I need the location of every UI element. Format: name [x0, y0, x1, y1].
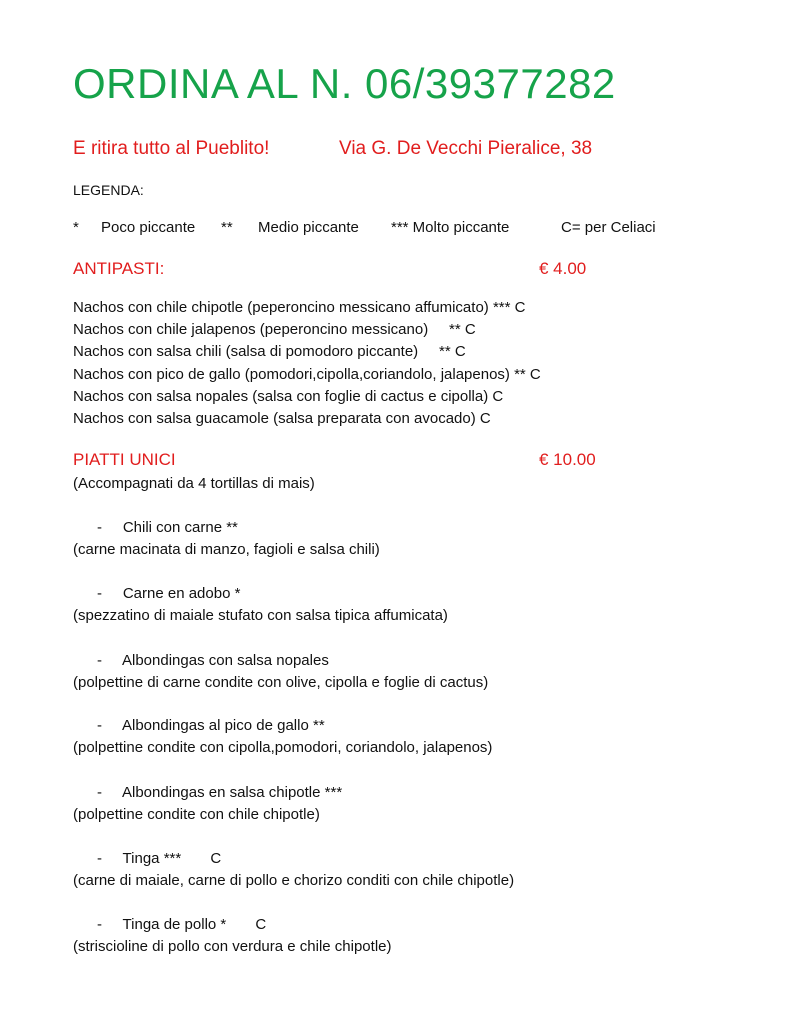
legend-label: LEGENDA:: [73, 182, 144, 198]
list-item: Nachos con chile chipotle (peperoncino messicano affumicato) *** C: [73, 299, 526, 316]
pickup-line: E ritira tutto al Pueblito!: [73, 138, 270, 159]
section-title-antipasti: ANTIPASTI:: [73, 259, 165, 278]
dish-name: - Tinga de pollo * C: [97, 916, 267, 933]
legend-text-2: Medio piccante: [258, 219, 359, 236]
dish-description: (polpettine condite con cipolla,pomodori, coriandolo, jalapenos): [73, 739, 493, 756]
legend-symbol-1: *: [73, 219, 79, 236]
dish-name: - Albondingas con salsa nopales: [97, 652, 329, 669]
list-item: Nachos con pico de gallo (pomodori,cipolla,coriandolo, jalapenos) ** C: [73, 366, 541, 383]
price-piatti: € 10.00: [539, 450, 596, 469]
address-line: Via G. De Vecchi Pieralice, 38: [339, 138, 593, 159]
list-item: Nachos con salsa chili (salsa di pomodoro piccante) ** C: [73, 343, 466, 360]
price-antipasti: € 4.00: [539, 259, 587, 278]
list-item: Nachos con chile jalapenos (peperoncino messicano) ** C: [73, 321, 476, 338]
section-title-piatti: PIATTI UNICI: [73, 450, 176, 469]
dish-description: (spezzatino di maiale stufato con salsa tipica affumicata): [73, 607, 448, 624]
dish-name: - Tinga *** C: [97, 850, 222, 867]
dish-description: (polpettine condite con chile chipotle): [73, 806, 320, 823]
section-note: (Accompagnati da 4 tortillas di mais): [73, 475, 315, 492]
legend-text-3: *** Molto piccante: [391, 219, 510, 236]
dish-description: (striscioline di pollo con verdura e chile chipotle): [73, 938, 392, 955]
legend-text-1: Poco piccante: [101, 219, 196, 236]
dish-description: (carne macinata di manzo, fagioli e salsa chili): [73, 541, 380, 558]
legend-symbol-2: **: [221, 219, 233, 236]
dish-name: - Chili con carne **: [97, 519, 238, 536]
dish-name: - Carne en adobo *: [97, 585, 241, 602]
dish-description: (carne di maiale, carne di pollo e chorizo conditi con chile chipotle): [73, 872, 515, 889]
legend-text-4: C= per Celiaci: [561, 219, 656, 236]
list-item: Nachos con salsa nopales (salsa con foglie di cactus e cipolla) C: [73, 388, 504, 405]
dish-name: - Albondingas al pico de gallo **: [97, 717, 325, 734]
page-title: ORDINA AL N. 06/39377282: [73, 60, 616, 107]
dish-description: (polpettine di carne condite con olive, cipolla e foglie di cactus): [73, 674, 489, 691]
dish-name: - Albondingas en salsa chipotle ***: [97, 784, 343, 801]
legend-row: [73, 219, 656, 236]
list-item: Nachos con salsa guacamole (salsa preparata con avocado) C: [73, 410, 491, 427]
